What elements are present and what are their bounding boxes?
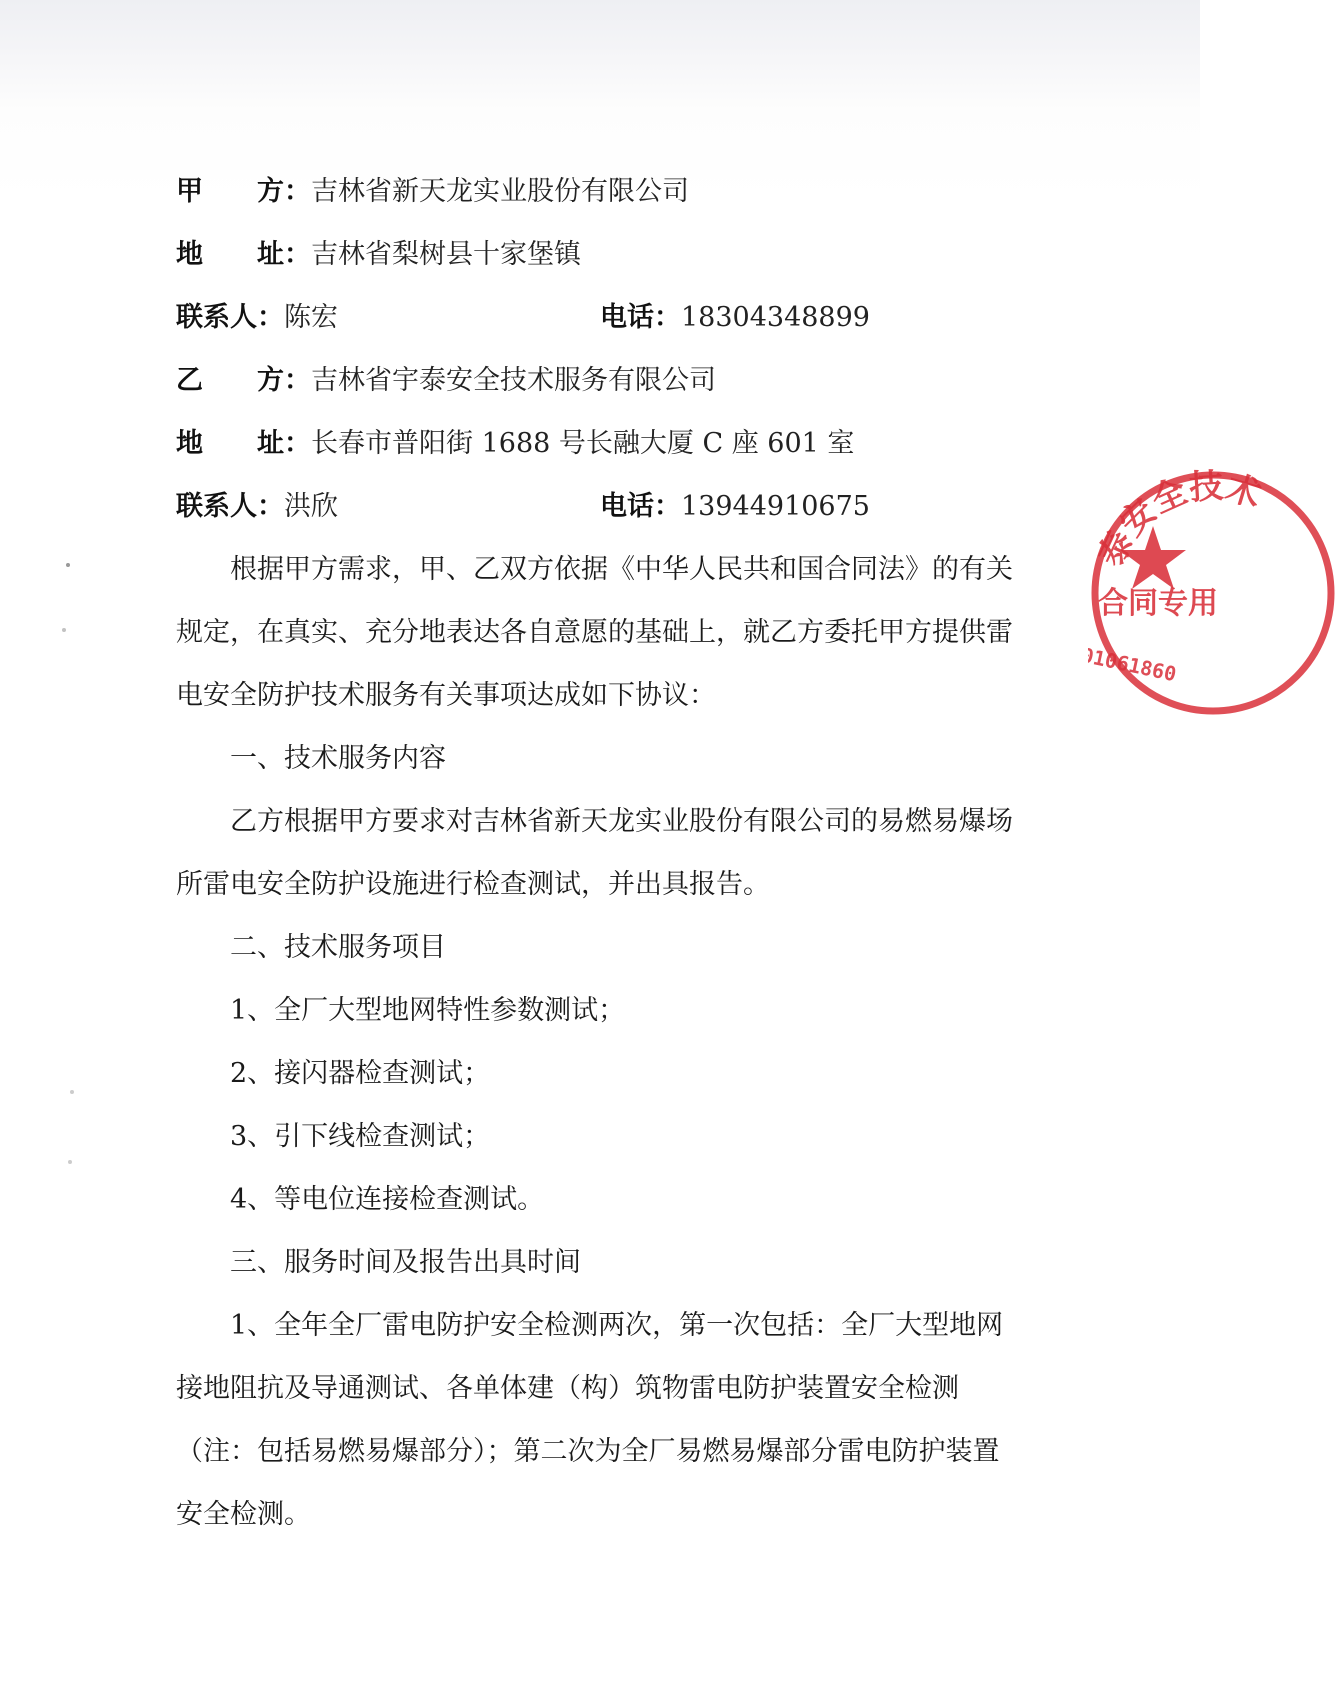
party-b-name: 吉林省宇泰安全技术服务有限公司 <box>311 365 716 396</box>
service-item: 4、等电位连接检查测试。 <box>230 1184 545 1215</box>
section-3-title: 三、服务时间及报告出具时间 <box>230 1247 581 1278</box>
party-a-phone: 18304348899 <box>681 302 870 333</box>
party-b-contact: 洪欣 <box>284 491 338 522</box>
company-seal <box>1088 468 1338 718</box>
address-label: 地 址： <box>176 428 311 459</box>
seal-code-text: 2201061860 <box>1088 637 1179 687</box>
scan-speck <box>62 628 66 632</box>
party-a-name: 吉林省新天龙实业股份有限公司 <box>311 176 689 207</box>
section-2-title: 二、技术服务项目 <box>230 932 446 963</box>
contact-label: 联系人： <box>176 302 284 333</box>
service-item: 2、接闪器检查测试； <box>230 1058 491 1089</box>
party-b-label: 乙 方： <box>176 365 311 396</box>
service-item: 1、全厂大型地网特性参数测试； <box>230 995 626 1026</box>
party-a-address: 吉林省梨树县十家堡镇 <box>311 239 581 270</box>
party-a-contact: 陈宏 <box>284 302 338 333</box>
party-b-contact-line <box>176 475 1016 538</box>
scan-speck <box>66 563 70 567</box>
party-b-phone-group <box>600 475 870 538</box>
section-1-title: 一、技术服务内容 <box>230 743 446 774</box>
party-a-label: 甲 方： <box>176 176 311 207</box>
party-b-address-line <box>176 412 1016 475</box>
address-label: 地 址： <box>176 239 311 270</box>
svg-text:泰安全技术 <box>1091 468 1265 573</box>
seal-top-text: 泰安全技术 <box>1091 468 1266 573</box>
intro-paragraph: 根据甲方需求，甲、乙双方依据《中华人民共和国合同法》的有关规定，在真实、充分地表达各自意愿的基础上，就乙方委托甲方提供雷电安全防护技术服务有关事项达成如下协议： <box>176 554 1013 711</box>
party-b-phone: 13944910675 <box>681 491 870 522</box>
section-3-body: 1、全年全厂雷电防护安全检测两次，第一次包括：全厂大型地网接地阻抗及导通测试、各单体建（构）筑物雷电防护装置安全检测（注：包括易燃易爆部分）；第二次为全厂易燃易爆部分雷电防护装置安全检测。 <box>176 1310 1004 1530</box>
phone-label: 电话： <box>600 491 681 522</box>
party-a-phone-group <box>600 286 870 349</box>
party-b-line <box>176 349 1016 412</box>
section-1-body: 乙方根据甲方要求对吉林省新天龙实业股份有限公司的易燃易爆场所雷电安全防护设施进行检查测试，并出具报告。 <box>176 806 1013 900</box>
scan-speck <box>68 1160 72 1164</box>
contract-body <box>176 160 1016 1546</box>
party-a-line <box>176 160 1016 223</box>
scan-speck <box>70 1090 74 1094</box>
seal-bottom-text: 合同专用 <box>1098 586 1218 621</box>
party-b-address: 长春市普阳街 1688 号长融大厦 C 座 601 室 <box>311 428 855 459</box>
party-a-address-line <box>176 223 1016 286</box>
party-a-contact-line <box>176 286 1016 349</box>
service-item: 3、引下线检查测试； <box>230 1121 491 1152</box>
phone-label: 电话： <box>600 302 681 333</box>
contact-label: 联系人： <box>176 491 284 522</box>
